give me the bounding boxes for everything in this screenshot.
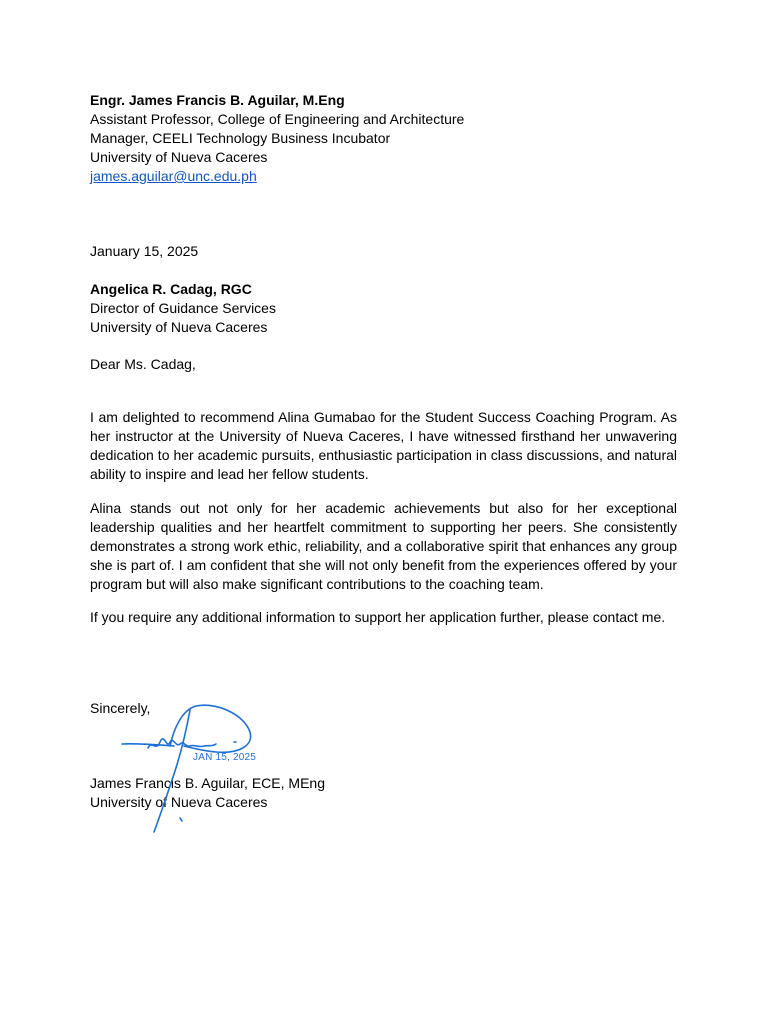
closing: Sincerely, (90, 700, 151, 716)
sender-block (90, 91, 464, 186)
letter-date: January 15, 2025 (90, 243, 199, 259)
body-paragraph-2: Alina stands out not only for her academic achievements but also for her exceptional leadership qualities and her heartfelt commitment to supporting her peers. She consistently demonstrates a strong work ethic, reliability, and a collaborative spirit that enhances any group she is part of. I am confident that she will not only benefit from the experiences offered by your program but will also make significant contributions to the coaching team. (90, 500, 677, 592)
handwritten-signature (112, 702, 262, 836)
sender-title-1: Assistant Professor, College of Engineering and Architecture (90, 111, 465, 127)
signature-date-stamp: JAN 15, 2025 (193, 752, 256, 763)
salutation: Dear Ms. Cadag, (90, 356, 196, 372)
signature-stroke-descender (154, 710, 190, 832)
body-paragraph-1: I am delighted to recommend Alina Gumabao for the Student Success Coaching Program. As her instructor at the University of Nueva Caceres, I have witnessed firsthand her unwavering dedication to her academic pursuits, enthusiastic participation in class discussions, and natural ability to inspire and lead her fellow students. (90, 409, 677, 482)
sender-title-2: Manager, CEELI Technology Business Incubator (90, 130, 391, 146)
signature-stroke-lead (122, 744, 174, 746)
signatory-name: James Francis B. Aguilar, ECE, MEng (90, 775, 325, 791)
recipient-title: Director of Guidance Services (90, 300, 276, 316)
recipient-institution: University of Nueva Caceres (90, 319, 268, 335)
signature-stroke-dot-1 (180, 818, 182, 821)
sender-institution: University of Nueva Caceres (90, 149, 268, 165)
recipient-block (90, 280, 276, 337)
sender-name: Engr. James Francis B. Aguilar, M.Eng (90, 92, 345, 108)
body-paragraph-3: If you require any additional information to support her application further, please contact me. (90, 609, 666, 625)
recipient-name: Angelica R. Cadag, RGC (90, 281, 252, 297)
sender-email-link[interactable]: james.aguilar@unc.edu.ph (90, 168, 257, 184)
signatory-institution: University of Nueva Caceres (90, 794, 268, 810)
